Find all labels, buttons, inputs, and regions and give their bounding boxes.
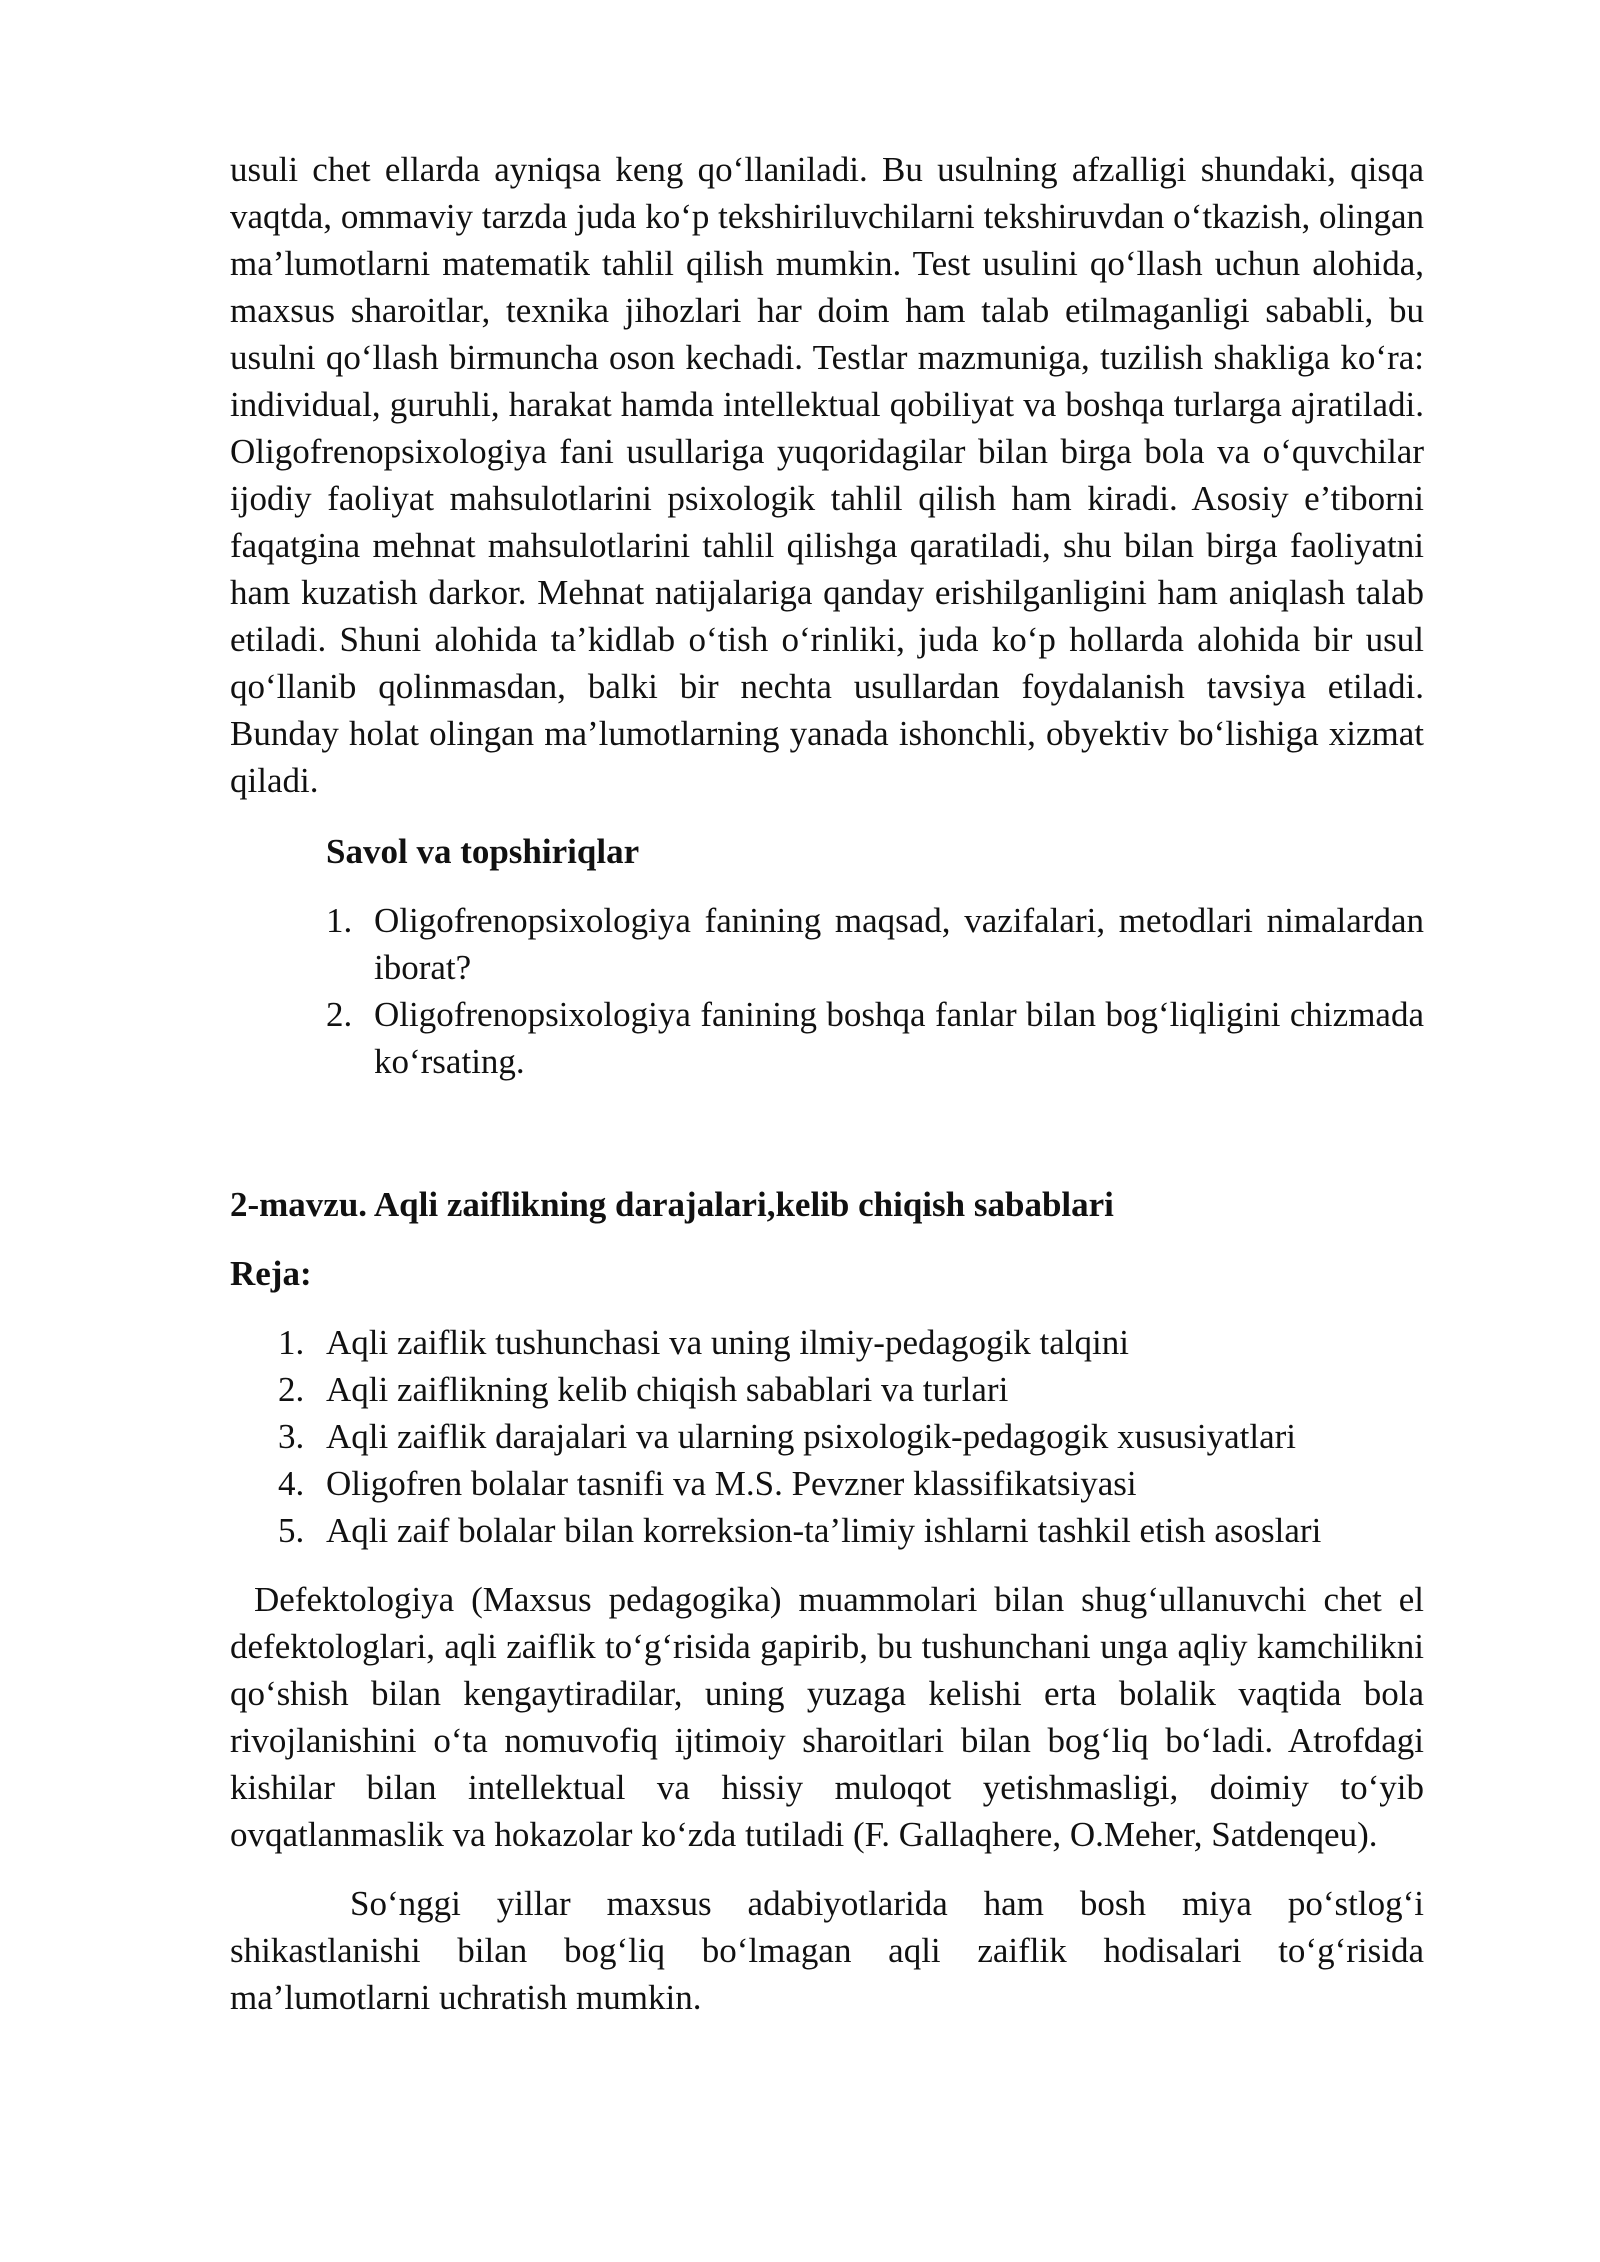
plan-number: 4. — [278, 1464, 305, 1503]
topic-paragraph-2: So‘nggi yillar maxsus adabiyotlarida ham bosh miya po‘stlog‘i shikastlanishi bilan bog‘liq bo‘lmagan aqli zaiflik hodisalari to‘g‘risida ma’lumotlarni uchratish mumkin. — [230, 1884, 1424, 2017]
plan-text: Aqli zaiflik darajalari va ularning psixologik-pedagogik xususiyatlari — [326, 1417, 1297, 1456]
plan-item — [230, 1460, 1424, 1507]
plan-text: Oligofren bolalar tasnifi va M.S. Pevzner klassifikatsiyasi — [326, 1464, 1137, 1503]
topic-heading: 2-mavzu. Aqli zaiflikning darajalari,kelib chiqish sabablari — [230, 1185, 1114, 1224]
plan-item — [230, 1507, 1424, 1554]
plan-text: Aqli zaiflik tushunchasi va uning ilmiy-pedagogik talqini — [326, 1323, 1129, 1362]
question-item — [230, 897, 1424, 991]
question-number: 2. — [326, 995, 353, 1034]
intro-paragraph: usuli chet ellarda ayniqsa keng qo‘llaniladi. Bu usulning afzalligi shundaki, qisqa vaqtda, ommaviy tarzda juda ko‘p tekshiriluvchilarni tekshiruvdan o‘tkazish, olingan ma’lumotlarni matematik tahlil qilish mumkin. Test usulini qo‘llash uchun alohida, maxsus sharoitlar, texnika jihozlari har doim ham talab etilmaganligi sababli, bu usulni qo‘llash birmuncha oson kechadi. Testlar mazmuniga, tuzilish shakliga ko‘ra: individual, guruhli, harakat hamda intellektual qobiliyat va boshqa turlarga ajratiladi. Oligofrenopsixologiya fani usullariga yuqoridagilar bilan birga bola va o‘quvchilar ijodiy faoliyat mahsulotlarini psixologik tahlil qilish ham kiradi. Asosiy e’tiborni faqatgina mehnat mahsulotlarini tahlil qilishga qaratiladi, shu bilan birga faoliyatni ham kuzatish darkor. Mehnat natijalariga qanday erishilganligini ham aniqlash talab etiladi. Shuni alohida ta’kidlab o‘tish o‘rinliki, juda ko‘p hollarda alohida bir usul qo‘llanib qolinmasdan, balki bir nechta usullardan foydalanish tavsiya etiladi. Bunday holat olingan ma’lumotlarning yanada ishonchli, obyektiv bo‘lishiga xizmat qiladi. — [230, 150, 1424, 800]
plan-number: 3. — [278, 1417, 305, 1456]
document-page — [230, 146, 1424, 2021]
topic-paragraph-1: Defektologiya (Maxsus pedagogika) muammolari bilan shug‘ullanuvchi chet el defektologlari, aqli zaiflik to‘g‘risida gapirib, bu tushunchani unga aqliy kamchilikni qo‘shish bilan kengaytiradilar, uning yuzaga kelishi erta bolalik vaqtida bola rivojlanishini o‘ta nomuvofiq ijtimoiy sharoitlari bilan bog‘liq bo‘ladi. Atrofdagi kishilar bilan intellektual va hissiy muloqot yetishmasligi, doimiy to‘yib ovqatlanmaslik va hokazolar ko‘zda tutiladi (F. Gallaqhere, O.Meher, Satdenqeu). — [230, 1580, 1424, 1854]
plan-list — [230, 1319, 1424, 1554]
plan-item — [230, 1413, 1424, 1460]
plan-number: 1. — [278, 1323, 305, 1362]
question-item — [230, 991, 1424, 1085]
plan-label: Reja: — [230, 1254, 312, 1293]
questions-heading: Savol va topshiriqlar — [326, 832, 640, 871]
plan-item — [230, 1319, 1424, 1366]
plan-number: 5. — [278, 1511, 305, 1550]
question-number: 1. — [326, 901, 353, 940]
plan-number: 2. — [278, 1370, 305, 1409]
plan-item — [230, 1366, 1424, 1413]
question-text: Oligofrenopsixologiya fanining boshqa fanlar bilan bog‘liqligini chizmada ko‘rsating. — [374, 995, 1424, 1081]
questions-list — [230, 897, 1424, 1085]
plan-text: Aqli zaiflikning kelib chiqish sabablari va turlari — [326, 1370, 1009, 1409]
plan-text: Aqli zaif bolalar bilan korreksion-ta’limiy ishlarni tashkil etish asoslari — [326, 1511, 1322, 1550]
question-text: Oligofrenopsixologiya fanining maqsad, vazifalari, metodlari nimalardan iborat? — [374, 901, 1424, 987]
